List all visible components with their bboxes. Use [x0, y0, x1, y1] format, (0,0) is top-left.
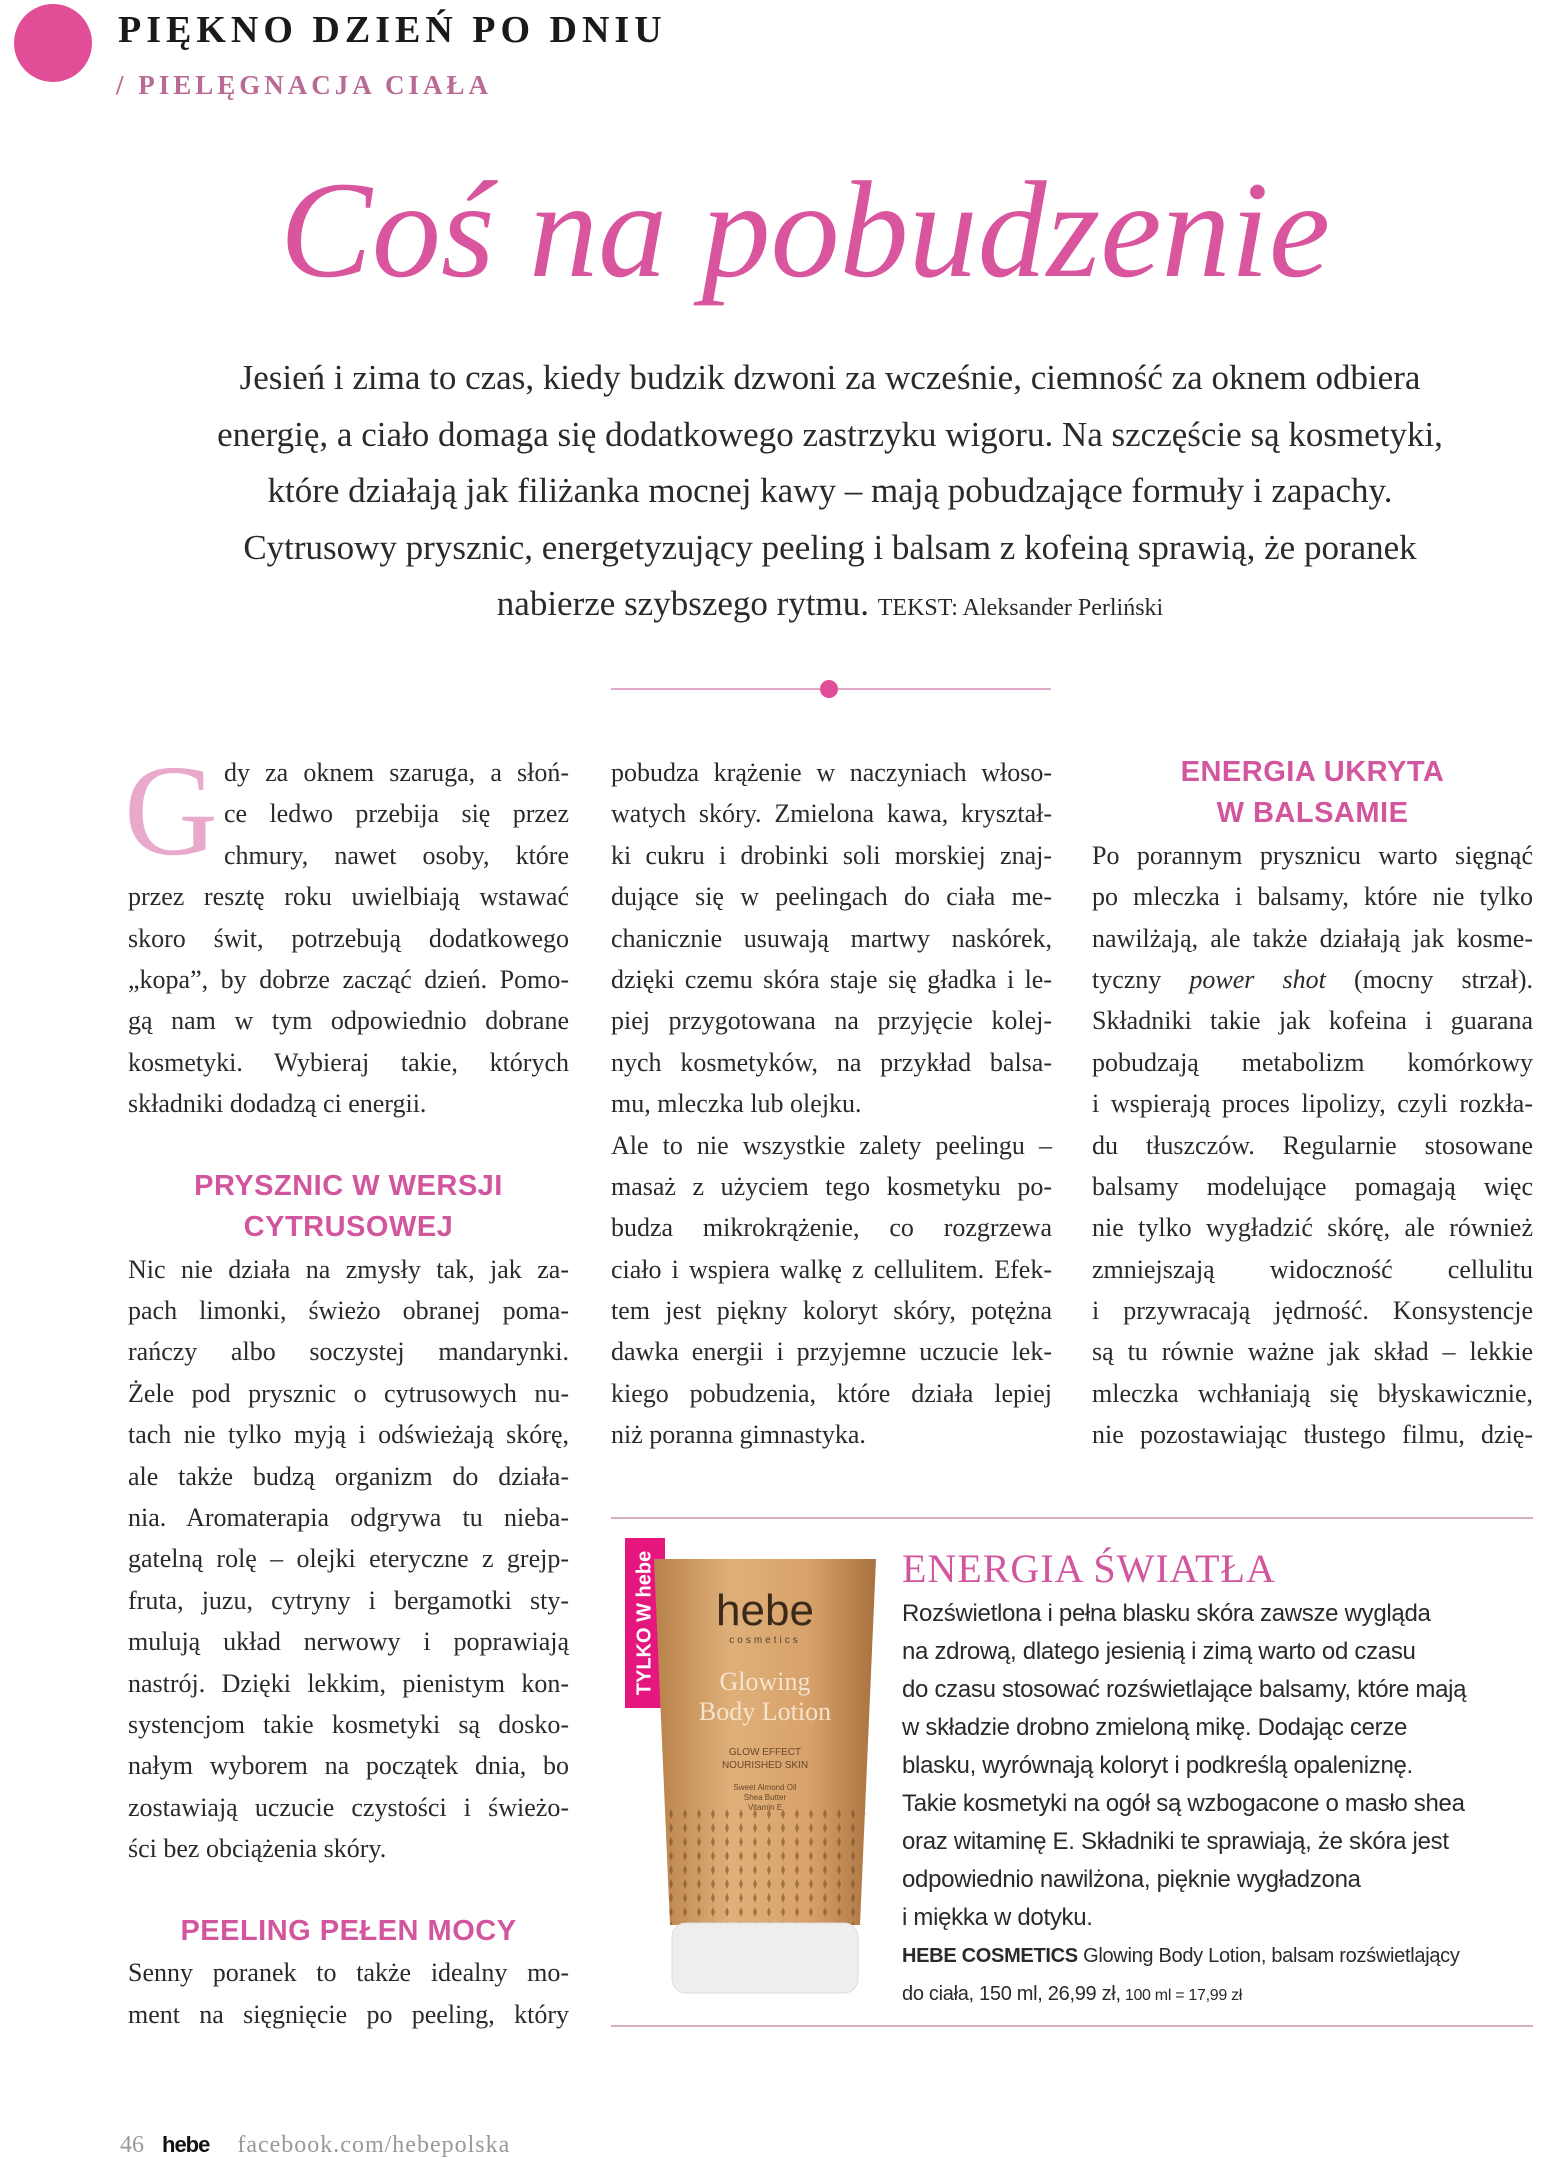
- box-heading: ENERGIA ŚWIATŁA: [902, 1546, 1276, 1591]
- text-line: pobudzają metabolizm komórkowy: [1092, 1047, 1533, 1077]
- text-line: rańczy albo soczystej mandarynki.: [128, 1337, 569, 1367]
- section-dot: [14, 4, 92, 82]
- intro-line: które działają jak filiżanka mocnej kawy – mają pobudzające formuły i zapachy.: [267, 471, 1393, 510]
- text-line: skoro świt, potrzebują dodatkowego: [128, 923, 569, 953]
- intro-line: [140, 576, 1520, 637]
- package-ingredient: Sweet Almond Oil: [733, 1783, 797, 1792]
- text-line: Po porannym prysznicu warto sięgnąć: [1092, 840, 1533, 870]
- text-line: ale także budzą organizm do działa-: [128, 1461, 569, 1491]
- text-line: Żele pod prysznic o cytrusowych nu-: [128, 1378, 569, 1408]
- package-ingredient: Vitamin E: [747, 1803, 783, 1812]
- text-line: Składniki takie jak kofeina i guarana: [1092, 1006, 1533, 1036]
- text-line: dawka energii i przyjemne uczucie lek-: [611, 1337, 1052, 1367]
- text-line: Senny poranek to także idealny mo-: [128, 1958, 569, 1988]
- text-line: pach limonki, świeżo obranej poma-: [128, 1296, 569, 1326]
- text-line: mu, mleczka lub olejku.: [611, 1089, 862, 1119]
- package-name: Body Lotion: [698, 1697, 832, 1726]
- text-line: nie tylko wygładzić skórę, ale również: [1092, 1213, 1533, 1243]
- section-heading: W BALSAMIE: [1216, 797, 1409, 830]
- divider-dot: [820, 680, 838, 698]
- box-line: i miękka w dotyku.: [902, 1904, 1093, 1931]
- text-line: systencjom takie kosmetyki są dosko-: [128, 1709, 569, 1739]
- section-heading: PRYSZNIC W WERSJI: [194, 1169, 503, 1202]
- package-claim: GLOW EFFECT: [728, 1747, 802, 1758]
- column-3: [1092, 752, 1533, 1456]
- spacer: [128, 1870, 569, 1911]
- caption-unit-price: 100 ml = 17,99 zł: [1120, 1987, 1243, 2004]
- text-line: dujące się w peelingach do ciała me-: [611, 882, 1052, 912]
- text-line: dy za oknem szaruga, a słoń-: [224, 758, 569, 787]
- text-line: piej przygotowana na przyjęcie kolej-: [611, 1006, 1052, 1036]
- text-line: gą nam w tym odpowiednio dobrane: [128, 1006, 569, 1036]
- page-number: 46: [120, 2132, 144, 2158]
- text-line: zostawiają uczucie czystości i świeżo-: [128, 1792, 569, 1822]
- text-line: przez resztę roku uwielbiają wstawać: [128, 882, 569, 912]
- text-line: dzięki czemu skóra staje się gładka i le-: [611, 964, 1052, 994]
- text-line: du tłuszczów. Regularnie stosowane: [1092, 1130, 1533, 1160]
- caption-price: 26,99 zł,: [1042, 1983, 1121, 2005]
- box-text: [902, 1595, 1542, 2015]
- text-line: ści bez obciążenia skóry.: [128, 1834, 387, 1864]
- package-brand: hebe: [716, 1586, 814, 1635]
- text-line: budza mikrokrążenie, co rozgrzewa: [611, 1213, 1052, 1243]
- text-line: składniki dodadzą ci energii.: [128, 1089, 427, 1119]
- text-line: [1092, 959, 1533, 1000]
- caption-brand: HEBE COSMETICS: [902, 1945, 1078, 1967]
- box-line: do czasu stosować rozświetlające balsamy, które mają: [902, 1676, 1467, 1703]
- text-line: balsamy modelujące pomagają więc: [1092, 1171, 1533, 1201]
- text-line: nia. Aromaterapia odgrywa tu nieba-: [128, 1503, 569, 1533]
- box-line: na zdrową, dlatego jesienią i zimą warto od czasu: [902, 1638, 1416, 1665]
- article-title: Coś na pobudzenie: [279, 153, 1331, 306]
- intro-line: Cytrusowy prysznic, energetyzujący peeling i balsam z kofeiną sprawią, że poranek: [243, 527, 1417, 567]
- badge-label: TYLKO W hebe: [633, 1550, 656, 1696]
- text-line: Ale to nie wszystkie zalety peelingu –: [611, 1130, 1052, 1160]
- package-claim: NOURISHED SKIN: [721, 1760, 809, 1771]
- column-1: [124, 739, 569, 2035]
- text-line: nych kosmetyków, na przykład balsa-: [611, 1047, 1052, 1077]
- section-title: PIĘKNO DZIEŃ PO DNIU: [118, 9, 667, 51]
- intro-line: Jesień i zima to czas, kiedy budzik dzwoni za wcześnie, ciemność za oknem odbiera: [239, 358, 1421, 397]
- text-line: nawilżają, ale także działają jak kosme-: [1092, 923, 1533, 953]
- text-line: gatelną rolę – olejki eteryczne z grejp-: [128, 1544, 569, 1574]
- tube-cap: [672, 1923, 858, 1993]
- text-line: Nic nie działa na zmysły tak, jak za-: [128, 1254, 569, 1284]
- footer-brand: hebe: [162, 2132, 210, 2157]
- caption-size: do ciała, 150 ml,: [902, 1983, 1043, 2005]
- text-line: są tu równie ważne jak skład – lekkie: [1092, 1337, 1533, 1367]
- box-line: Rozświetlona i pełna blasku skóra zawsze wygląda: [902, 1600, 1431, 1627]
- text-line: chanicznie usuwają martwy naskórek,: [611, 923, 1052, 953]
- product-caption: [902, 1937, 1542, 1975]
- package-name: Glowing: [719, 1667, 811, 1696]
- caption-product: Glowing Body Lotion, balsam rozświetlający: [1077, 1945, 1460, 1967]
- drop-cap: G: [124, 739, 218, 883]
- box-line: oraz witaminę E. Składniki te sprawiają, że skóra jest: [902, 1828, 1449, 1855]
- text-line: zmniejszają widoczność cellulitu: [1092, 1254, 1533, 1284]
- package-brand-sub: cosmetics: [729, 1635, 801, 1646]
- text-line: chmury, nawet osoby, które: [224, 840, 569, 870]
- text-line: nie pozostawiając tłustego filmu, dzię-: [1092, 1420, 1533, 1450]
- text-line: po mleczka i balsamy, które nie tylko: [1092, 882, 1533, 912]
- text-line: tach nie tylko myją i odświeżają skórę,: [128, 1420, 569, 1450]
- box-line: Takie kosmetyki na ogół są wzbogacone o masło shea: [902, 1790, 1465, 1817]
- section-heading: CYTRUSOWEJ: [243, 1211, 454, 1244]
- tube-pattern: [664, 1805, 866, 1925]
- package-ingredient: Shea Butter: [743, 1793, 787, 1802]
- subsection-title: / PIELĘGNACJA CIAŁA: [116, 70, 493, 100]
- section-heading: PEELING PEŁEN MOCY: [180, 1914, 517, 1947]
- text-line: ment na sięgnięcie po peeling, który: [128, 1999, 569, 2029]
- text-line: nastrój. Dzięki lekkim, pienistym kon-: [128, 1668, 569, 1698]
- intro-line: energię, a ciało domaga się dodatkowego zastrzyku wigoru. Na szczęście są kosmetyki,: [217, 414, 1443, 454]
- text-line: „kopa”, by dobrze zacząć dzień. Pomo-: [128, 964, 569, 994]
- text-line: mulują układ nerwowy i poprawiają: [128, 1627, 569, 1657]
- text-line: kiego pobudzenia, które działa lepiej: [611, 1378, 1052, 1408]
- intro-text: nabierze szybszego rytmu.: [496, 584, 870, 623]
- section-heading: ENERGIA UKRYTA: [1180, 756, 1445, 788]
- text-line: i wspierają proces lipolizy, czyli rozkła-: [1092, 1089, 1533, 1119]
- box-line: odpowiednio nawilżona, pięknie wygładzona: [902, 1866, 1361, 1893]
- text-line: masaż z użyciem tego kosmetyku po-: [611, 1171, 1052, 1201]
- box-divider-bottom: [611, 2025, 1533, 2027]
- text-line: ce ledwo przebija się przez: [224, 799, 569, 829]
- text-fragment: (mocny strzał).: [1325, 964, 1534, 994]
- byline: TEKST: Aleksander Perliński: [877, 595, 1164, 621]
- text-line: pobudza krążenie w naczyniach włoso-: [611, 758, 1052, 787]
- page-footer: [120, 2132, 510, 2159]
- text-line: niż poranna gimnastyka.: [611, 1420, 866, 1450]
- text-line: nałym wyborem na początek dnia, bo: [128, 1751, 569, 1781]
- text-line: ki cukru i drobinki soli morskiej znaj-: [611, 840, 1052, 870]
- column-2: [611, 752, 1052, 1456]
- emphasis: power shot: [1189, 964, 1326, 994]
- text-fragment: tyczny: [1092, 964, 1190, 994]
- text-line: fruta, juzu, cytryny i bergamotki sty-: [128, 1585, 569, 1615]
- spacer: [128, 1125, 569, 1166]
- text-line: i przywracają jędrność. Konsystencje: [1092, 1296, 1533, 1326]
- box-line: w składzie drobno zmieloną mikę. Dodając cerze: [902, 1714, 1408, 1741]
- text-line: mleczka wchłaniają się błyskawicznie,: [1092, 1378, 1533, 1408]
- box-line: blasku, wyrównają koloryt i podkreślą opaleniznę.: [902, 1752, 1413, 1779]
- text-line: watych skóry. Zmielona kawa, kryształ-: [611, 799, 1052, 829]
- product-image: [650, 1555, 880, 1995]
- text-line: kosmetyki. Wybieraj takie, których: [128, 1047, 569, 1077]
- product-caption-2: [902, 1975, 1542, 2015]
- text-line: ciało i wspiera walkę z cellulitem. Efek-: [611, 1254, 1052, 1284]
- box-divider-top: [611, 1517, 1533, 1519]
- footer-link[interactable]: facebook.com/hebepolska: [237, 2132, 511, 2158]
- article-intro: [140, 350, 1520, 637]
- text-line: tem jest piękny koloryt skóry, potężna: [611, 1296, 1052, 1326]
